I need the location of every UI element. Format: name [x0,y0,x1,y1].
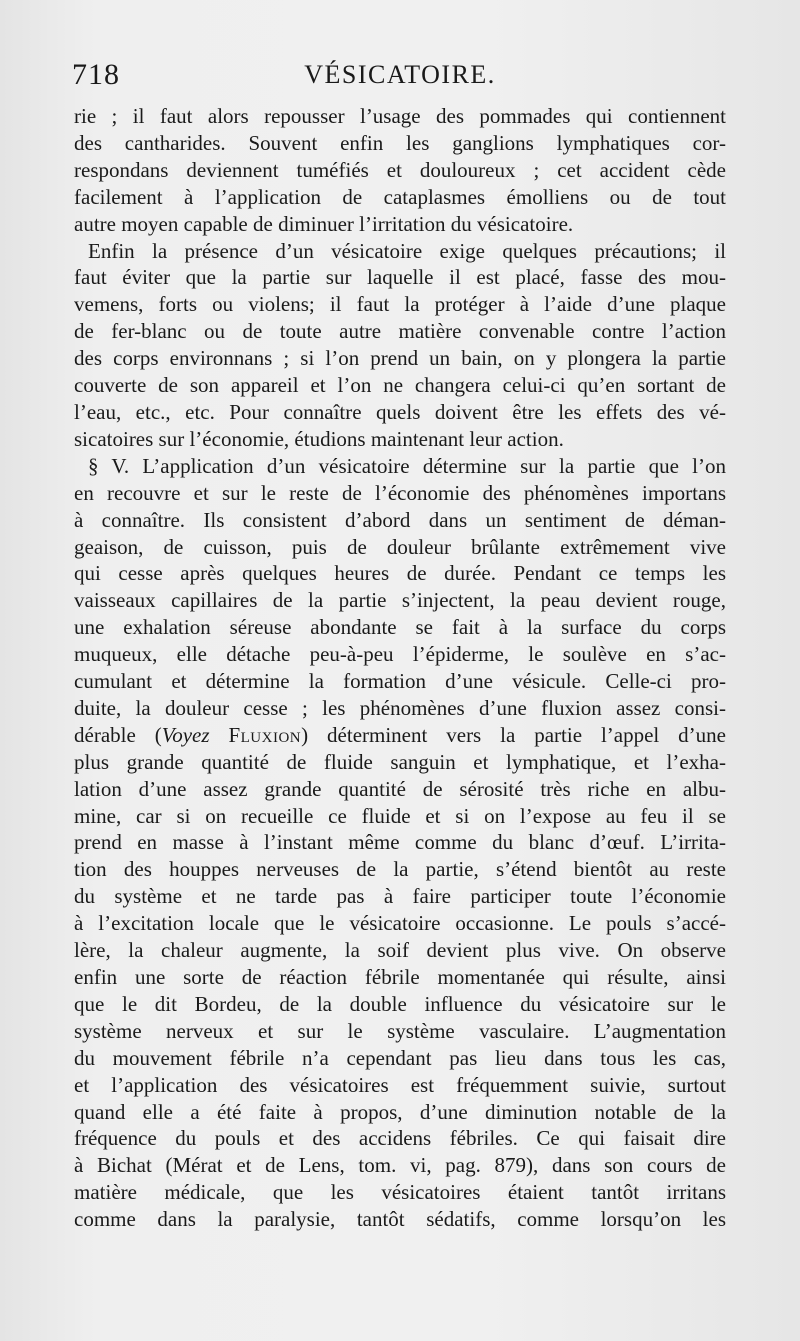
text-line: vaisseaux capillaires de la partie s’injectent, la peau devient rouge, [74,588,726,613]
text-line: muqueux, elle détache peu-à-peu l’épiderme, le soulève en s’ac- [74,642,726,667]
page-number: 718 [72,58,120,91]
text-line: vemens, forts ou violens; il faut la protéger à l’aide d’une plaque [74,292,726,317]
text-line-cross-reference [74,722,726,749]
text-line: lation d’une assez grande quantité de sérosité très riche en albu- [74,776,726,801]
text-fragment: dérable ( [74,722,162,747]
text-line: duite, la douleur cesse ; les phénomènes d’une fluxion assez consi- [74,695,726,720]
text-line: rie ; il faut alors repousser l’usage des pommades qui contiennent [74,104,726,128]
text-line: comme dans la paralysie, tantôt sédatifs, comme lorsqu’on les [74,1207,726,1232]
text-line: faut éviter que la partie sur laquelle il est placé, fasse des mou- [74,265,726,290]
text-line: couverte de son appareil et l’on ne changera celui-ci qu’en sortant de [74,373,726,398]
text-line: l’eau, etc., etc. Pour connaître quels doivent être les effets des vé- [74,399,726,424]
text-line: fréquence du pouls et des accidens fébriles. Ce qui faisait dire [74,1126,726,1151]
text-line: lère, la chaleur augmente, la soif devient plus vive. On observe [74,938,726,963]
text-line: respondans deviennent tuméfiés et douloureux ; cet accident cède [74,157,726,182]
text-line: une exhalation séreuse abondante se fait à la surface du corps [74,615,726,640]
text-line: cumulant et détermine la formation d’une vésicule. Celle-ci pro- [74,669,726,694]
text-line: geaison, de cuisson, puis de douleur brûlante extrêmement vive [74,534,726,559]
body-text [74,103,726,1233]
text-line: des cantharides. Souvent enfin les ganglions lymphatiques cor- [74,130,726,155]
fluxion-cross-reference: Fluxion [228,722,302,747]
text-line: plus grande quantité de fluide sanguin et lymphatique, et l’exha- [74,749,726,774]
text-line: tion des houppes nerveuses de la partie, s’étend bientôt au reste [74,857,726,882]
text-line: de fer-blanc ou de toute autre matière convenable contre l’action [74,319,726,344]
text-line: § V. L’application d’un vésicatoire détermine sur la partie que l’on [88,453,726,478]
text-line: système nerveux et sur le système vasculaire. L’augmentation [74,1018,726,1043]
text-line: Enfin la présence d’un vésicatoire exige quelques précautions; il [88,238,726,263]
text-line: à l’excitation locale que le vésicatoire occasionne. Le pouls s’accé- [74,911,726,936]
text-line: sicatoires sur l’économie, étudions maintenant leur action. [74,426,564,451]
text-line: du système et ne tarde pas à faire participer toute l’économie [74,884,726,909]
text-line: facilement à l’application de cataplasmes émolliens ou de tout [74,184,726,209]
text-line: enfin une sorte de réaction fébrile momentanée qui résulte, ainsi [74,965,726,989]
text-line: qui cesse après quelques heures de durée. Pendant ce temps les [74,561,726,586]
text-line: que le dit Bordeu, de la double influence du vésicatoire sur le [74,991,726,1016]
page-header [72,58,728,98]
running-title: VÉSICATOIRE. [304,60,496,89]
text-fragment: ) déterminent vers la partie l’appel d’une [301,722,726,747]
text-line: autre moyen capable de diminuer l’irritation du vésicatoire. [74,211,574,236]
text-line: mine, car si on recueille ce fluide et si on l’expose au feu il se [74,803,726,828]
text-line: à connaître. Ils consistent d’abord dans un sentiment de déman- [74,507,726,532]
text-line: à Bichat (Mérat et de Lens, tom. vi, pag. 879), dans son cours de [74,1153,726,1178]
text-line: prend en masse à l’instant même comme du blanc d’œuf. L’irrita- [74,830,726,855]
text-line: matière médicale, que les vésicatoires étaient tantôt irritans [74,1180,726,1205]
text-line: et l’application des vésicatoires est fréquemment suivie, surtout [74,1072,726,1097]
text-line: du mouvement fébrile n’a cependant pas lieu dans tous les cas, [74,1045,726,1070]
text-line: en recouvre et sur le reste de l’économie des phénomènes importans [74,480,726,505]
voyez-italic: Voyez [161,722,210,747]
text-line: des corps environnans ; si l’on prend un bain, on y plongera la partie [74,346,726,371]
text-line: quand elle a été faite à propos, d’une diminution notable de la [74,1099,726,1124]
